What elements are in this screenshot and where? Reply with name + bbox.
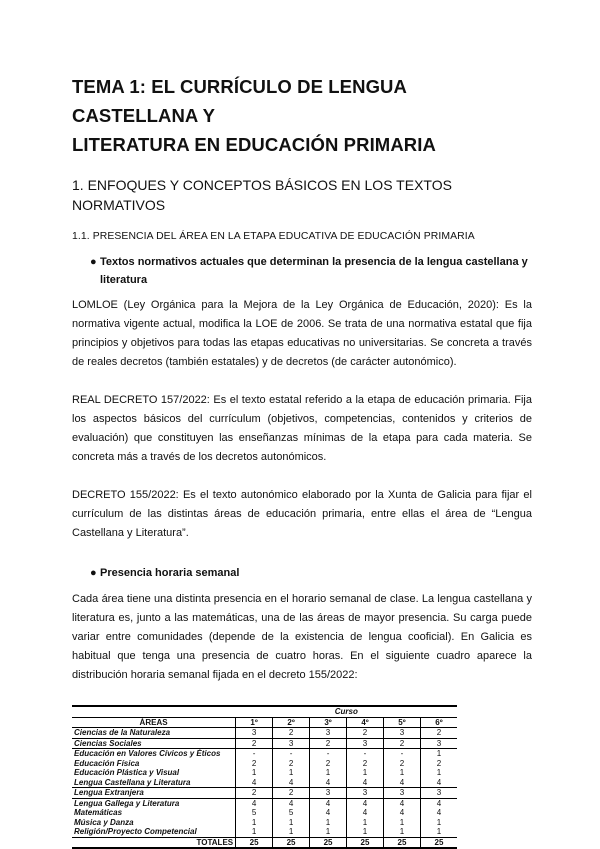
area-name: Lengua Castellana y Literatura	[74, 777, 191, 787]
curso-header: Curso	[236, 706, 457, 717]
hours-cell: 2	[236, 788, 273, 799]
hours-cell: 1	[310, 818, 347, 828]
document-title	[72, 72, 532, 159]
hours-cell: 3	[383, 788, 420, 799]
course-header: 3º	[310, 717, 347, 728]
hours-cell: 1	[420, 827, 457, 837]
hours-cell: 1	[347, 818, 384, 828]
hours-cell: 2	[347, 728, 384, 739]
course-header: 2º	[273, 717, 310, 728]
hours-cell: 2	[310, 759, 347, 769]
hours-cell: -	[236, 749, 273, 759]
hours-cell: 3	[273, 738, 310, 749]
bullet-text: Presencia horaria semanal	[100, 567, 240, 579]
hours-cell: 1	[236, 827, 273, 837]
area-name: Música y Danza	[74, 817, 134, 827]
hours-cell: 1	[383, 818, 420, 828]
hours-cell: 1	[273, 768, 310, 778]
hours-cell: 4	[347, 778, 384, 788]
hours-cell: 4	[273, 798, 310, 808]
hours-cell: -	[273, 749, 310, 759]
bullet-text: Textos normativos actuales que determinan la presencia de la lengua castellana y literatura	[100, 256, 528, 286]
hours-cell: 1	[347, 768, 384, 778]
hours-cell: 4	[236, 778, 273, 788]
hours-cell: 4	[347, 798, 384, 808]
hours-cell: 4	[310, 808, 347, 818]
table-row	[72, 788, 457, 799]
table-row	[72, 827, 457, 837]
hours-cell: 4	[310, 798, 347, 808]
hours-cell: 1	[420, 749, 457, 759]
weekly-hours-table	[72, 705, 457, 849]
course-header: 5º	[383, 717, 420, 728]
table-row	[72, 759, 457, 769]
totals-row	[72, 837, 457, 848]
hours-cell: 1	[383, 768, 420, 778]
total-cell: 25	[310, 837, 347, 848]
hours-cell: 1	[273, 818, 310, 828]
table-row	[72, 778, 457, 788]
total-cell: 25	[236, 837, 273, 848]
hours-cell: 2	[383, 759, 420, 769]
hours-cell: 2	[383, 738, 420, 749]
course-header: 4º	[347, 717, 384, 728]
section-heading: 1. ENFOQUES Y CONCEPTOS BÁSICOS EN LOS TEXTOS NORMATIVOS	[72, 177, 452, 213]
hours-cell: 3	[347, 738, 384, 749]
table-row	[72, 798, 457, 808]
hours-cell: 4	[310, 778, 347, 788]
hours-cell: 1	[383, 827, 420, 837]
hours-cell: 3	[310, 788, 347, 799]
hours-cell: -	[347, 749, 384, 759]
subsection-heading: 1.1. PRESENCIA DEL ÁREA EN LA ETAPA EDUCATIVA DE EDUCACIÓN PRIMARIA	[72, 231, 475, 242]
area-name: Ciencias Sociales	[72, 738, 236, 749]
hours-cell: 1	[310, 827, 347, 837]
bullet-icon: ●	[90, 256, 97, 268]
hours-table-wrapper	[72, 705, 532, 849]
hours-cell: 3	[347, 788, 384, 799]
area-name: Religión/Proyecto Competencial	[74, 827, 197, 836]
hours-cell: 1	[273, 827, 310, 837]
paragraph-decreto: DECRETO 155/2022: Es el texto autonómico elaborado por la Xunta de Galicia para fijar el currículum de las distintas áreas de educación primaria, entre ellas el área de “Lengua Castellana y Literatura”.	[72, 489, 532, 539]
course-header: 6º	[420, 717, 457, 728]
hours-cell: 1	[420, 768, 457, 778]
hours-cell: 2	[273, 788, 310, 799]
hours-cell: 1	[236, 818, 273, 828]
totals-label: TOTALES	[72, 837, 236, 848]
table-row	[72, 808, 457, 818]
hours-cell: 3	[383, 728, 420, 739]
hours-cell: 4	[236, 798, 273, 808]
paragraph-real-decreto: REAL DECRETO 157/2022: Es el texto estatal referido a la etapa de educación primaria. Fija los aspectos básicos del currículum (objetivos, competencias, contenidos y criterios de evaluación) que constituyen las enseñanzas mínimas de la etapa para cada materia. Se concreta más a través de los decretos autonómicos.	[72, 394, 532, 463]
hours-cell: 5	[273, 808, 310, 818]
title-line-1: TEMA 1: EL CURRÍCULO DE LENGUA CASTELLANA Y	[72, 76, 407, 126]
hours-cell: 2	[236, 759, 273, 769]
area-name: Educación Física	[74, 758, 140, 768]
area-name: Educación en Valores Cívicos y Éticos	[72, 749, 236, 759]
course-header: 1º	[236, 717, 273, 728]
area-name: Lengua Gallega y Literatura	[72, 798, 236, 808]
hours-cell: 2	[236, 738, 273, 749]
hours-cell: 4	[383, 808, 420, 818]
total-cell: 25	[347, 837, 384, 848]
area-name: Ciencias de la Naturaleza	[74, 728, 171, 737]
hours-cell: 2	[273, 759, 310, 769]
hours-cell: 1	[310, 768, 347, 778]
area-name: Matemáticas	[74, 808, 123, 817]
table-row	[72, 768, 457, 778]
hours-cell: 2	[273, 728, 310, 739]
bullet-normative-texts	[72, 253, 532, 289]
areas-header: ÁREAS	[72, 717, 236, 728]
table-row	[72, 738, 457, 749]
total-cell: 25	[383, 837, 420, 848]
hours-cell: 2	[310, 738, 347, 749]
table-row	[72, 749, 457, 759]
hours-cell: 4	[420, 798, 457, 808]
table-row	[72, 818, 457, 828]
title-line-2: LITERATURA EN EDUCACIÓN PRIMARIA	[72, 134, 436, 155]
hours-cell: 4	[420, 808, 457, 818]
bullet-weekly-hours	[72, 564, 532, 582]
hours-cell: 1	[236, 768, 273, 778]
hours-cell: 2	[420, 759, 457, 769]
total-cell: 25	[273, 837, 310, 848]
paragraph-lomloe: LOMLOE (Ley Orgánica para la Mejora de la Ley Orgánica de Educación, 2020): Es la normativa vigente actual, modifica la LOE de 2006. Se trata de una normativa estatal que fija principios y objetivos para todas las etapas educativas no universitarias. Se concreta a través de reales decretos (también estatales) y de decretos (de carácter autonómico).	[72, 299, 532, 368]
document-page	[72, 72, 532, 849]
paragraph-presencia: Cada área tiene una distinta presencia en el horario semanal de clase. La lengua castellana y literatura es, junto a las matemáticas, una de las áreas de mayor presencia. Su carga puede variar entre comunidades (depende de la existencia de lengua cooficial). En Galicia es habitual que tenga una presencia de cuatro horas. En el siguiente cuadro aparece la distribución horaria semanal fijada en el decreto 155/2022:	[72, 593, 532, 681]
hours-cell: 4	[347, 808, 384, 818]
hours-cell: 4	[420, 778, 457, 788]
hours-cell: 5	[236, 808, 273, 818]
area-name: Educación Plástica y Visual	[74, 768, 180, 777]
hours-cell: 4	[383, 778, 420, 788]
hours-cell: 2	[347, 759, 384, 769]
hours-cell: 3	[420, 738, 457, 749]
hours-cell: 4	[273, 778, 310, 788]
total-cell: 25	[420, 837, 457, 848]
table-row	[72, 728, 457, 739]
area-name: Lengua Extranjera	[72, 788, 236, 799]
hours-cell: 1	[347, 827, 384, 837]
hours-cell: 1	[420, 818, 457, 828]
bullet-icon: ●	[90, 567, 97, 579]
hours-cell: 2	[420, 728, 457, 739]
hours-cell: -	[310, 749, 347, 759]
hours-cell: 3	[420, 788, 457, 799]
hours-cell: 3	[236, 728, 273, 739]
hours-cell: 3	[310, 728, 347, 739]
hours-cell: 4	[383, 798, 420, 808]
hours-cell: -	[383, 749, 420, 759]
